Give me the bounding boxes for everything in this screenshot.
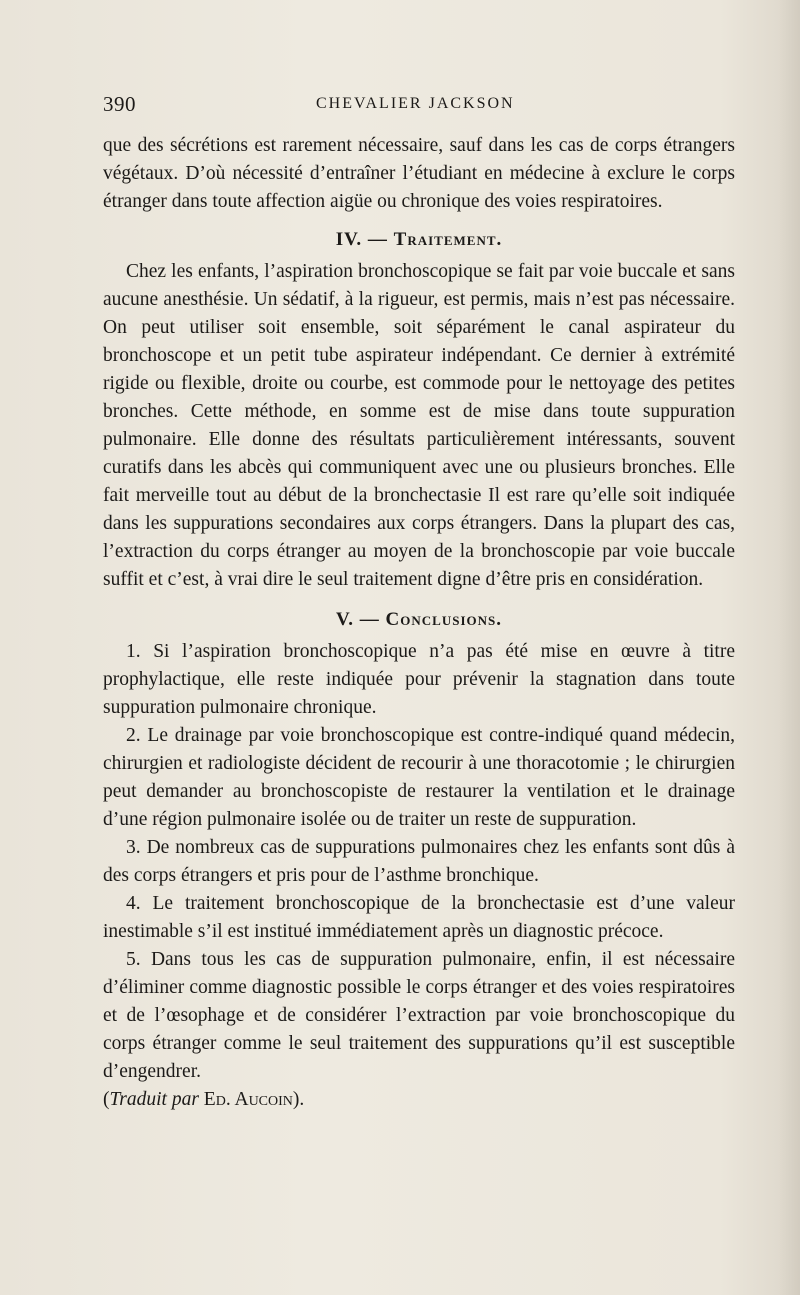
section-heading-traitement	[103, 226, 735, 254]
section-title: Conclusions.	[385, 609, 502, 630]
conclusion-item-3: 3. De nombreux cas de suppurations pulmonaires chez les enfants sont dûs à des corps étrangers et pris pour de l’asthme bronchique.	[103, 837, 735, 886]
page-number: 390	[103, 92, 136, 116]
credit-open-paren: (	[103, 1089, 110, 1110]
conclusion-item-1: 1. Si l’aspiration bronchoscopique n’a pas été mise en œuvre à titre prophylactique, elle reste indiquée pour prévenir la stagnation dans toute suppuration pulmonaire chronique.	[103, 641, 735, 718]
section-dash: —	[359, 609, 380, 630]
credit-translated-by: Traduit par	[109, 1089, 199, 1110]
section-numeral: IV.	[335, 229, 363, 250]
section-dash: —	[367, 229, 388, 250]
section-heading-conclusions	[103, 606, 735, 634]
page-edge-shadow	[778, 0, 800, 1295]
conclusion-item-4: 4. Le traitement bronchoscopique de la bronchectasie est d’une valeur inestimable s’il est institué immédiatement après un diagnostic précoce.	[103, 893, 735, 942]
section-numeral: V.	[336, 609, 355, 630]
conclusion-item-5: 5. Dans tous les cas de suppuration pulmonaire, enfin, il est nécessaire d’éliminer comme diagnostic possible le corps étranger et des voies respiratoires et de l’œsophage et de considérer l’extraction par voie bronchoscopique du corps étranger comme le seul traitement des suppurations qu’il est susceptible d’engendrer.	[103, 949, 735, 1082]
conclusion-item-2: 2. Le drainage par voie bronchoscopique est contre-indiqué quand médecin, chirurgien et radiologiste décident de recourir à une thoracotomie ; le chirurgien peut demander au bronchoscopiste de restaurer la ventilation et le drainage d’une région pulmonaire isolée ou de traiter un reste de suppuration.	[103, 725, 735, 830]
running-title: CHEVALIER JACKSON	[316, 95, 515, 112]
credit-close-paren: ).	[292, 1089, 305, 1110]
credit-translator: Ed. Aucoin	[203, 1089, 293, 1110]
body-text	[103, 132, 735, 1114]
translation-credit	[103, 1086, 735, 1114]
opening-paragraph: que des sécrétions est rarement nécessaire, sauf dans les cas de corps étrangers végétaux. D’où nécessité d’entraîner l’étudiant en médecine à exclure le corps étranger dans toute affection aigüe ou chronique des voies respiratoires.	[103, 135, 735, 212]
section-title: Traitement.	[393, 229, 503, 250]
traitement-paragraph: Chez les enfants, l’aspiration bronchoscopique se fait par voie buccale et sans aucune anesthésie. Un sédatif, à la rigueur, est permis, mais n’est pas nécessaire. On peut utiliser soit ensemble, soit séparément le canal aspirateur du bronchoscope et un petit tube aspirateur indépendant. Ce dernier à extrémité rigide ou flexible, droite ou courbe, est commode pour le nettoyage des petites bronches. Cette méthode, en somme est de mise dans toute suppuration pulmonaire. Elle donne des résultats particulièrement intéressants, souvent curatifs dans les abcès qui communiquent avec une ou plusieurs bronches. Elle fait merveille tout au début de la bronchectasie Il est rare qu’elle soit indiquée dans les suppurations secondaires aux corps étrangers. Dans la plupart des cas, l’extraction du corps étranger au moyen de la bronchoscopie par voie buccale suffit et c’est, à vrai dire le seul traitement digne d’être pris en considération.	[103, 261, 735, 590]
